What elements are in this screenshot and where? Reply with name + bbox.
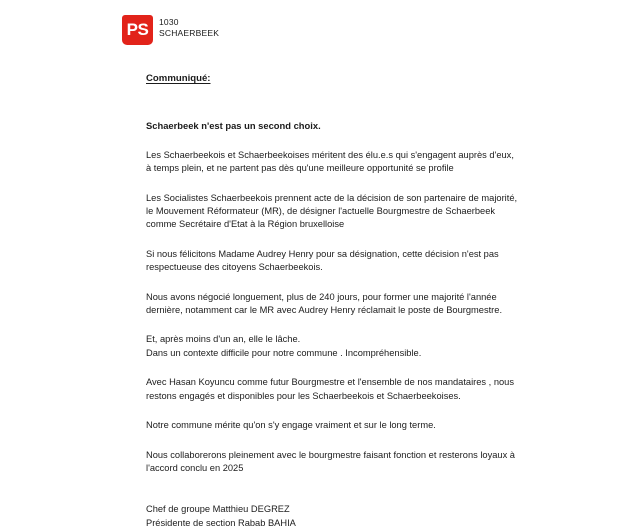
ps-logo-text: PS xyxy=(126,20,149,39)
paragraph-5-line-1: Et, après moins d'un an, elle le lâche. xyxy=(146,334,301,345)
paragraph-3: Si nous félicitons Madame Audrey Henry pour sa désignation, cette décision n'est pas respectueuse des citoyens Schaerbeekois. xyxy=(146,248,499,273)
page-title: Communiqué: xyxy=(146,73,211,84)
ps-logo-icon xyxy=(122,15,153,45)
letterhead-postcode: 1030 xyxy=(159,17,179,27)
paragraph-7: Notre commune mérite qu'on s'y engage vraiment et sur le long terme. xyxy=(146,420,436,431)
document-subtitle: Schaerbeek n'est pas un second choix. xyxy=(146,120,321,132)
paragraph-4: Nous avons négocié longuement, plus de 240 jours, pour former une majorité l'année dernière, notamment car le MR avec Audrey Henry réclamait le poste de Bourgmestre. xyxy=(146,291,503,316)
signature-block xyxy=(146,503,518,530)
document-body xyxy=(146,72,518,530)
paragraph-6: Avec Hasan Koyuncu comme futur Bourgmestre et l'ensemble de nos mandataires , nous restons engagés et disponibles pour les Schaerbeekois et Schaerbeekoises. xyxy=(146,377,514,401)
letterhead xyxy=(122,15,219,45)
paragraph-5 xyxy=(146,333,518,360)
paragraph-5-line-2: Dans un contexte difficile pour notre commune . Incompréhensible. xyxy=(146,347,422,358)
signature-line-2: Présidente de section Rabab BAHIA xyxy=(146,517,296,528)
paragraph-1: Les Schaerbeekois et Schaerbeekoises méritent des élu.e.s qui s'engagent auprès d'eux, à temps plein, et ne partent pas dès qu'une meilleure opportunité se profile xyxy=(146,149,514,174)
letterhead-municipality: SCHAERBEEK xyxy=(159,27,220,38)
paragraph-2: Les Socialistes Schaerbeekois prennent acte de la décision de son partenaire de majorité, le Mouvement Réformateur (MR), de désigner l'actuelle Bourgmestre de Schaerbeek comme Secrétaire d'Etat à la Région bruxelloise xyxy=(146,192,518,230)
letterhead-location xyxy=(159,15,219,38)
signature-line-1: Chef de groupe Matthieu DEGREZ xyxy=(146,504,290,515)
paragraph-8: Nous collaborerons pleinement avec le bourgmestre faisant fonction et resterons loyaux à l'accord conclu en 2025 xyxy=(146,449,515,473)
